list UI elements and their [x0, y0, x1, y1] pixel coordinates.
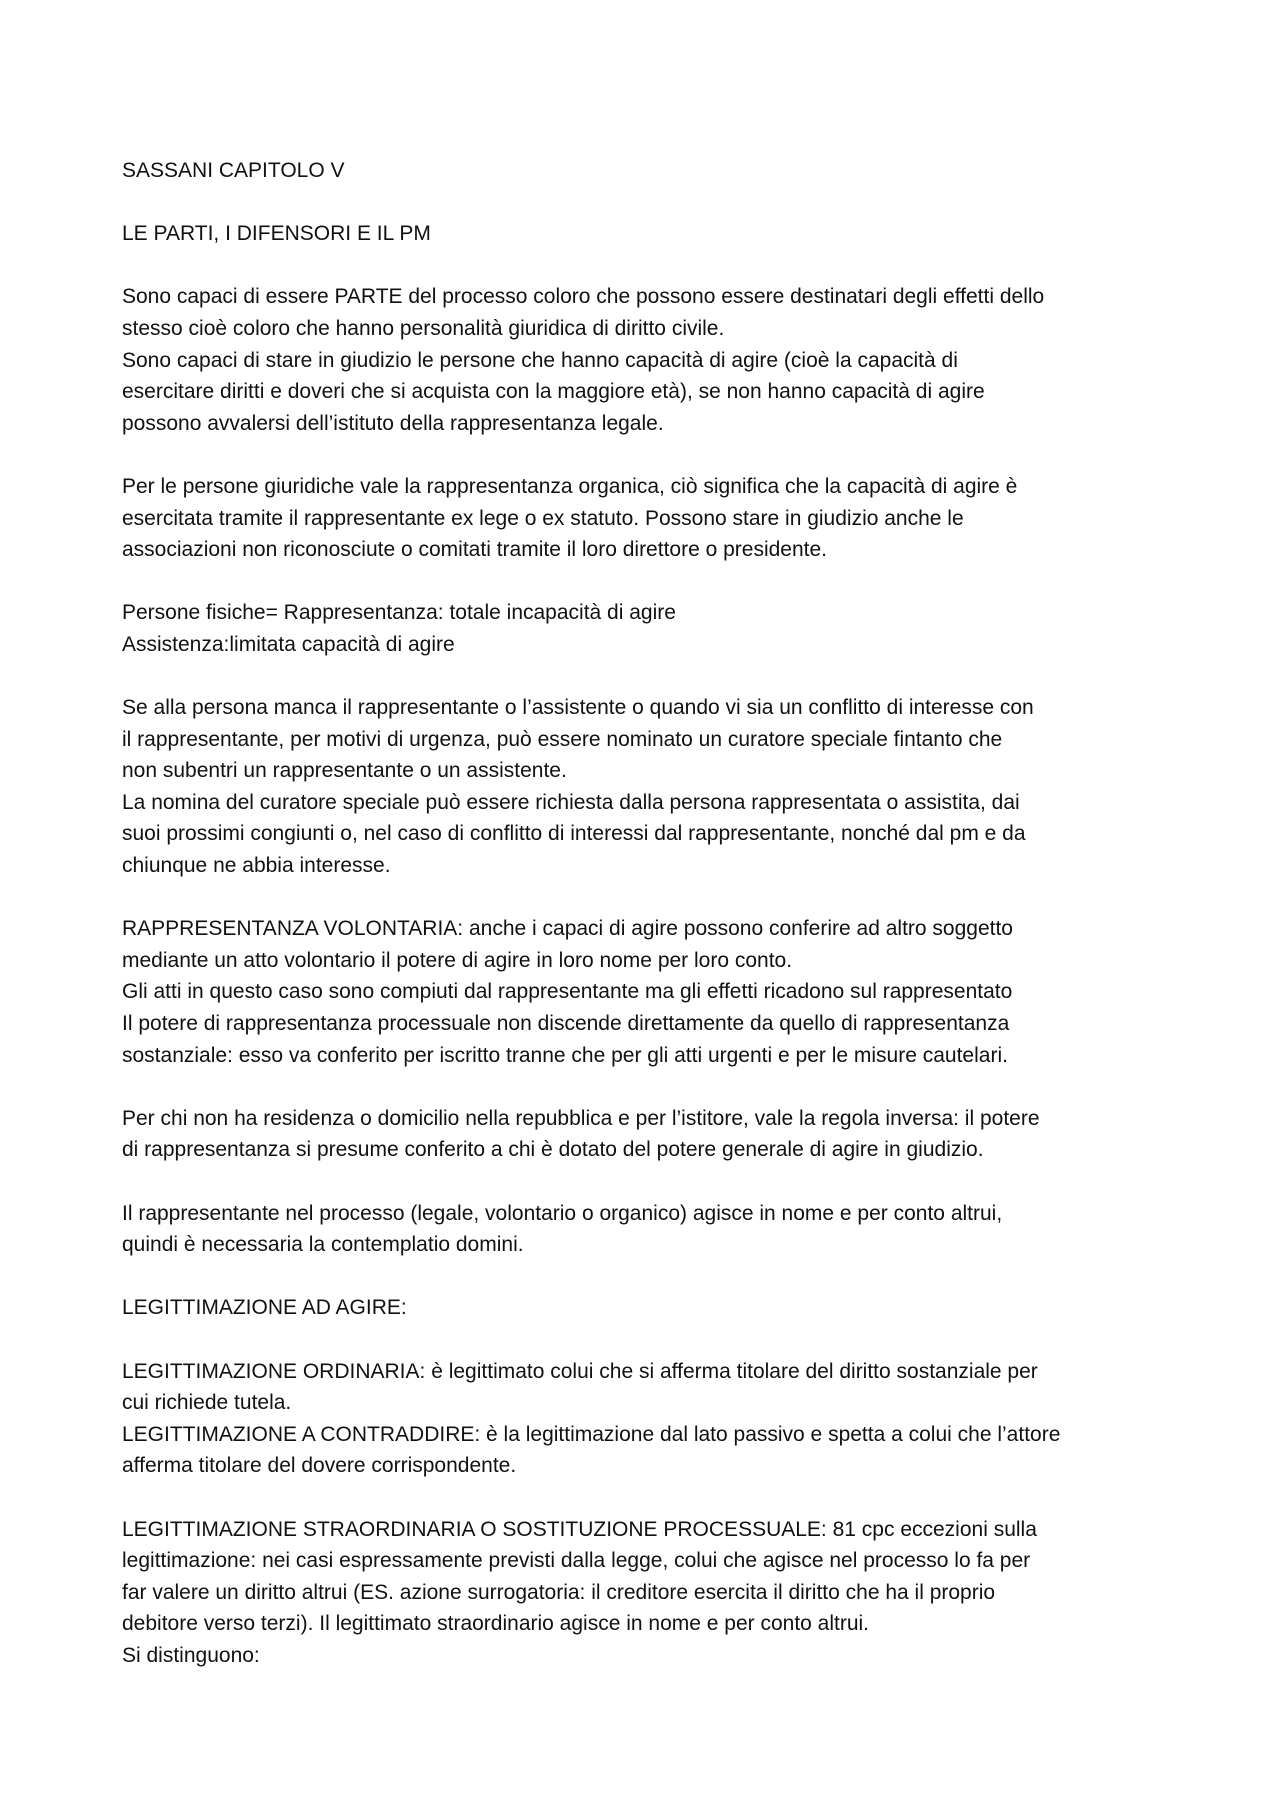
paragraph-natural-persons	[122, 597, 1172, 660]
spacer	[122, 187, 1172, 219]
text-line: LEGITTIMAZIONE STRAORDINARIA O SOSTITUZIONE PROCESSUALE: 81 cpc eccezioni sulla	[122, 1517, 1037, 1541]
text-line: associazioni non riconosciute o comitati tramite il loro direttore o presidente.	[122, 538, 828, 562]
spacer	[122, 661, 1172, 693]
text-line: Assistenza:limitata capacità di agire	[122, 632, 455, 656]
text-line: Persone fisiche= Rappresentanza: totale incapacità di agire	[122, 601, 676, 625]
document-title: SASSANI CAPITOLO V	[122, 159, 345, 182]
text-line: esercitare diritti e doveri che si acquista con la maggiore età), se non hanno capacità di agire	[122, 380, 985, 404]
text-line: sostanziale: esso va conferito per iscritto tranne che per gli atti urgenti e per le misure cautelari.	[122, 1043, 1008, 1067]
text-line: Sono capaci di stare in giudizio le persone che hanno capacità di agire (cioè la capacità di	[122, 348, 958, 372]
spacer	[122, 1324, 1172, 1356]
text-line: Si distinguono:	[122, 1643, 260, 1667]
text-line: cui richiede tutela.	[122, 1391, 292, 1415]
text-line: afferma titolare del dovere corrispondente.	[122, 1454, 517, 1478]
text-line: debitore verso terzi). Il legittimato straordinario agisce in nome e per conto altrui.	[122, 1612, 870, 1636]
text-line: Se alla persona manca il rappresentante o l’assistente o quando vi sia un conflitto di interesse con	[122, 696, 1034, 720]
paragraph-capacity	[122, 281, 1172, 439]
text-line: possono avvalersi dell’istituto della rappresentanza legale.	[122, 411, 664, 435]
text-line: Per le persone giuridiche vale la rappresentanza organica, ciò significa che la capacità di agire è	[122, 474, 1018, 498]
spacer	[122, 1482, 1172, 1514]
spacer	[122, 1166, 1172, 1198]
text-line: mediante un atto volontario il potere di agire in loro nome per loro conto.	[122, 948, 793, 972]
spacer	[122, 882, 1172, 914]
document-body	[122, 155, 1172, 1672]
text-line: LEGITTIMAZIONE A CONTRADDIRE: è la legittimazione dal lato passivo e spetta a colui che l’attore	[122, 1422, 1061, 1446]
text-line: il rappresentante, per motivi di urgenza, può essere nominato un curatore speciale fintanto che	[122, 727, 1003, 751]
text-line: La nomina del curatore speciale può essere richiesta dalla persona rappresentata o assistita, dai	[122, 790, 1020, 814]
text-line: di rappresentanza si presume conferito a chi è dotato del potere generale di agire in giudizio.	[122, 1138, 984, 1162]
text-line: LEGITTIMAZIONE AD AGIRE:	[122, 1296, 407, 1320]
text-line: Gli atti in questo caso sono compiuti dal rappresentante ma gli effetti ricadono sul rappresentato	[122, 980, 1013, 1004]
text-line: Il rappresentante nel processo (legale, volontario o organico) agisce in nome e per conto altrui,	[122, 1201, 1003, 1225]
text-line: Sono capaci di essere PARTE del processo coloro che possono essere destinatari degli effetti dello	[122, 285, 1045, 309]
paragraph-inverse-rule	[122, 1103, 1172, 1166]
paragraph-contemplatio-domini	[122, 1198, 1172, 1261]
text-line: stesso cioè coloro che hanno personalità giuridica di diritto civile.	[122, 316, 725, 340]
text-line: Per chi non ha residenza o domicilio nella repubblica e per l’istitore, vale la regola inversa: il potere	[122, 1106, 1040, 1130]
text-line: far valere un diritto altrui (ES. azione surrogatoria: il creditore esercita il diritto che ha il proprio	[122, 1580, 996, 1604]
paragraph-special-curator	[122, 692, 1172, 882]
text-line: suoi prossimi congiunti o, nel caso di conflitto di interessi dal rappresentante, nonché dal pm e da	[122, 822, 1026, 846]
paragraph-legal-persons	[122, 471, 1172, 566]
spacer	[122, 439, 1172, 471]
paragraph-voluntary-representation	[122, 913, 1172, 1071]
spacer	[122, 566, 1172, 598]
text-line: quindi è necessaria la contemplatio domini.	[122, 1233, 524, 1257]
spacer	[122, 1261, 1172, 1293]
text-line: legittimazione: nei casi espressamente previsti dalla legge, colui che agisce nel processo lo fa per	[122, 1549, 1031, 1573]
text-line: chiunque ne abbia interesse.	[122, 854, 391, 878]
text-line: esercitata tramite il rappresentante ex lege o ex statuto. Possono stare in giudizio anche le	[122, 506, 964, 530]
paragraph-extraordinary-legitimation	[122, 1514, 1172, 1672]
text-line: LEGITTIMAZIONE ORDINARIA: è legittimato colui che si afferma titolare del diritto sostanziale per	[122, 1359, 1038, 1383]
text-line: non subentri un rappresentante o un assistente.	[122, 759, 567, 783]
text-line: RAPPRESENTANZA VOLONTARIA: anche i capaci di agire possono conferire ad altro soggetto	[122, 917, 1013, 941]
section-heading-legittimazione	[122, 1292, 1172, 1324]
spacer	[122, 250, 1172, 282]
document-heading: LE PARTI, I DIFENSORI E IL PM	[122, 222, 431, 246]
paragraph-ordinary-legitimation	[122, 1356, 1172, 1482]
spacer	[122, 1071, 1172, 1103]
text-line: Il potere di rappresentanza processuale non discende direttamente da quello di rappresentanza	[122, 1012, 1010, 1036]
